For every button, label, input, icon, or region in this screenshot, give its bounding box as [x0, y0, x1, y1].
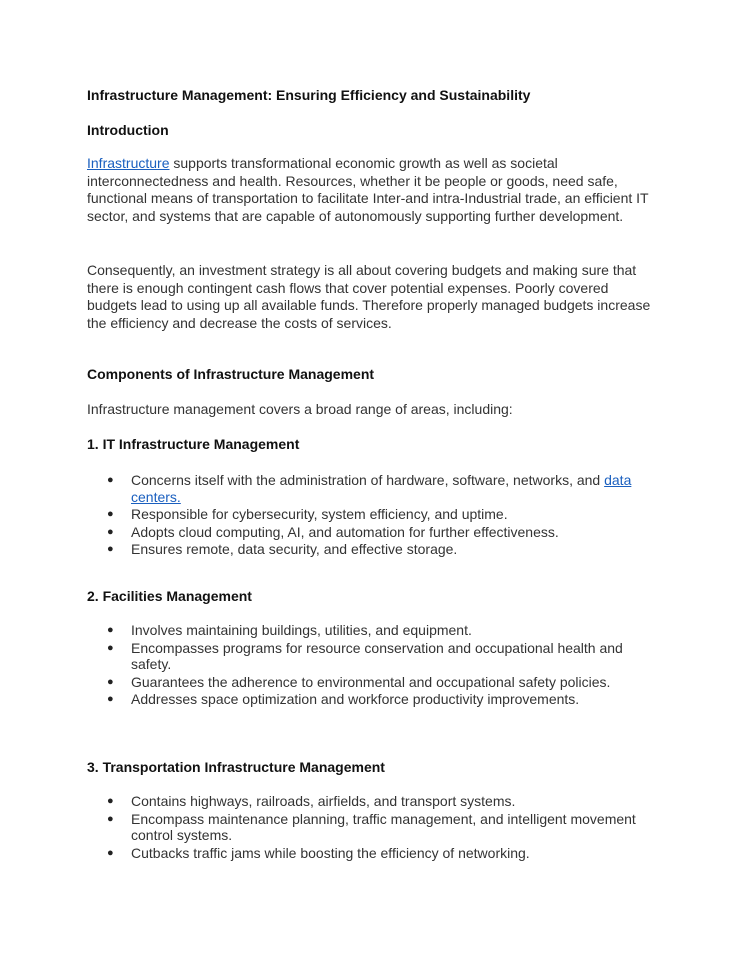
list-item: ● Adopts cloud computing, AI, and automation for further effectiveness. [87, 524, 657, 541]
list-item: ● Responsible for cybersecurity, system efficiency, and uptime. [87, 506, 657, 523]
section-heading-transportation: 3. Transportation Infrastructure Management [87, 759, 385, 775]
list-item: ● Contains highways, railroads, airfields, and transport systems. [87, 793, 657, 810]
transportation-bullet-list [87, 793, 657, 862]
list-item: ● Cutbacks traffic jams while boosting the efficiency of networking. [87, 845, 657, 862]
facilities-bullet-list [87, 622, 657, 709]
list-item: ● Ensures remote, data security, and effective storage. [87, 541, 657, 558]
components-intro-text: Infrastructure management covers a broad range of areas, including: [87, 401, 513, 417]
list-item-text: Concerns itself with the administration of hardware, software, networks, and [131, 472, 605, 488]
it-bullet-list [87, 472, 657, 559]
data-centers-link[interactable]: data centers. [131, 472, 632, 505]
intro-paragraph-2: Consequently, an investment strategy is all about covering budgets and making sure that there is enough contingent cash flows that cover potential expenses. Poorly covered budgets lead to using up all available funds. Therefore properly managed budgets increase the efficiency and decrease the costs of services. [87, 262, 651, 331]
infrastructure-link[interactable]: Infrastructure [87, 155, 170, 171]
components-heading: Components of Infrastructure Management [87, 366, 375, 382]
intro-paragraph-1 [87, 155, 657, 225]
section-heading-facilities: 2. Facilities Management [87, 588, 252, 604]
list-item: ● Encompass maintenance planning, traffic management, and intelligent movement control systems. [87, 811, 657, 844]
list-item: ● Guarantees the adherence to environmental and occupational safety policies. [87, 674, 657, 691]
intro-heading: Introduction [87, 122, 169, 138]
list-item: ● Addresses space optimization and workforce productivity improvements. [87, 691, 657, 708]
section-heading-it: 1. IT Infrastructure Management [87, 436, 300, 452]
document-title: Infrastructure Management: Ensuring Efficiency and Sustainability [87, 87, 531, 103]
intro-paragraph-1-text: supports transformational economic growth as well as societal interconnectedness and health. Resources, whether it be people or goods, need safe, functional means of transportation to facilitate Inter-and intra-Industrial trade, an efficient IT sector, and systems that are capable of autonomously supporting further development. [87, 155, 649, 224]
list-item: ● Encompasses programs for resource conservation and occupational health and safety. [87, 640, 657, 673]
list-item [87, 472, 657, 505]
list-item: ● Involves maintaining buildings, utilities, and equipment. [87, 622, 657, 639]
